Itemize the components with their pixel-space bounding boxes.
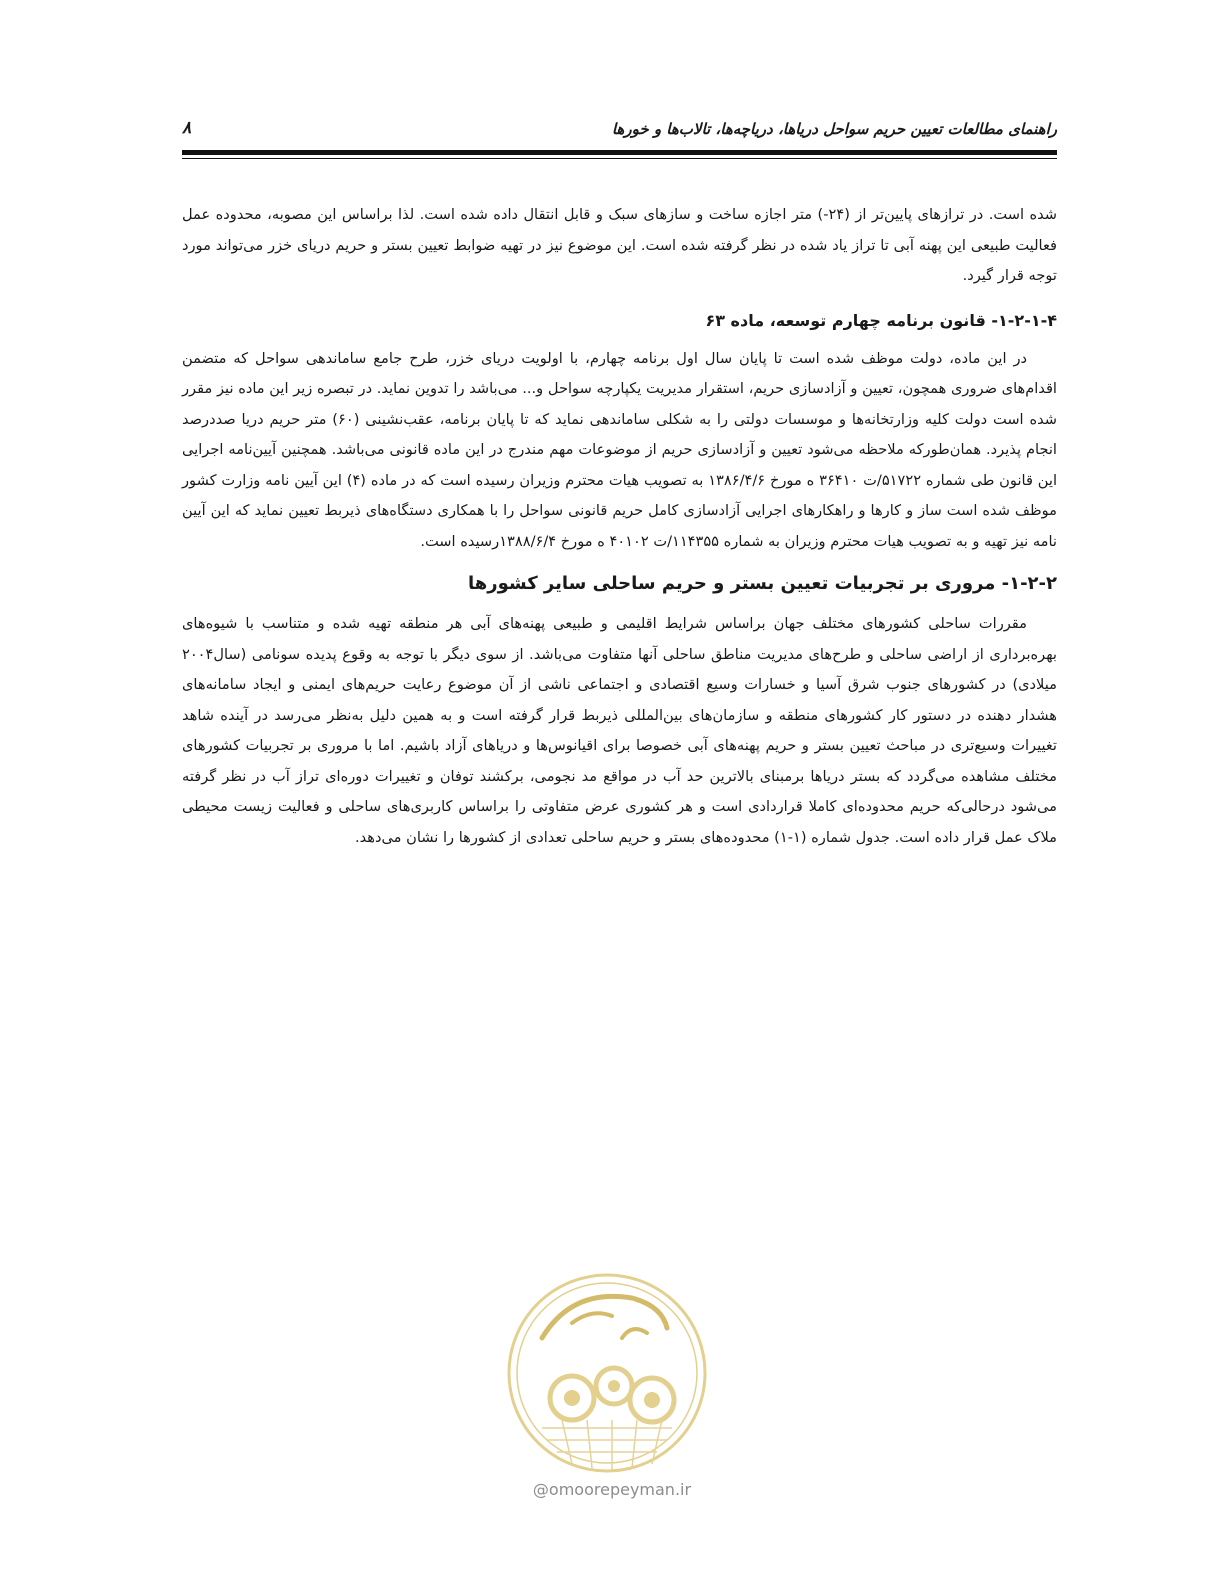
paragraph-1: شده است. در ترازهای پایین‌تر از (۲۴-) متر اجازه ساخت و سازهای سبک و قابل انتقال داده شده است. لذا براساس این مصوبه، محدوده عمل فعالیت طبیعی این پهنه آبی تا تراز یاد شده در نظر گرفته شده است. این موضوع نیز در تهیه ضوابط تعیین بستر و حریم دریای خزر می‌تواند مورد توجه قرار گیرد. xyxy=(182,206,1057,284)
section-heading-4: ۱-۲-۱-۴- قانون برنامه چهارم توسعه، ماده ۶۳ xyxy=(705,310,1057,330)
paragraph-2: در این ماده، دولت موظف شده است تا پایان سال اول برنامه چهارم، با اولویت دریای خزر، طرح جامع ساماندهی سواحل که متضمن اقدام‌های ضروری همچون، تعیین و آزادسازی حریم، استقرار مدیریت یکپارچه سواحل و... می‌باشد را تدوین نماید. در تبصره زیر این ماده نیز مقرر شده است دولت کلیه وزارتخانه‌ها و موسسات دولتی را به شکلی ساماندهی نماید که تا پایان برنامه، عقب‌نشینی (۶۰) متر حریم دریا صددرصد انجام پذیرد. همان‌طورکه ملاحظه می‌شود تعیین و آزادسازی حریم از موضوعات مهم مندرج در این ماده قانونی می‌باشد. همچنین آیین‌نامه اجرایی این قانون طی شماره ۵۱۷۲۲/ت ۳۶۴۱۰ ه مورخ ۱۳۸۶/۴/۶ به تصویب هیات محترم وزیران رسیده است که در ماده (۴) این آیین نامه وزارت کشور موظف شده است ساز و کارها و راهکارهای اجرایی آزادسازی کامل حریم قانونی سواحل را با همکاری دستگاه‌های ذیربط تعیین نماید که این آیین نامه نیز تهیه و به تصویب هیات محترم وزیران به شماره ۱۱۴۳۵۵/ت ۴۰۱۰۲ ه مورخ ۱۳۸۸/۶/۴رسیده است. xyxy=(182,349,1058,550)
header-rule-thick xyxy=(182,150,1057,155)
paragraph-3: مقررات ساحلی کشورهای مختلف جهان براساس شرایط اقلیمی و طبیعی پهنه‌های آبی هر منطقه تهیه شده و متناسب با شیوه‌های بهره‌برداری از اراضی ساحلی و طرح‌های مدیریت مناطق ساحلی آنها متفاوت می‌باشد. از سوی دیگر با توجه به وقوع پدیده سونامی (سال۲۰۰۴ میلادی) در کشورهای جنوب شرق آسیا و خسارات وسیع اقتصادی و اجتماعی ناشی از آن موضوع رعایت حریم‌های ایمنی و ایجاد سامانه‌های هشدار دهنده در دستور کار کشورهای منطقه و سازمان‌های بین‌المللی ذیربط قرار گرفته است و به همین دلیل به‌نظر می‌رسد در آینده شاهد تغییرات وسیع‌تری در مباحث تعیین بستر و حریم پهنه‌های آبی خصوصا برای اقیانوس‌ها و دریاهای آزاد باشیم. اما با مروری بر تجربیات کشورهای مختلف مشاهده می‌گردد که بستر دریاها برمبنای بالاترین حد آب در مواقع مد نجومی، برکشند توفان و تغییرات دوره‌ای تراز آب در نظر گرفته می‌شود درحالی‌که حریم محدوده‌ای کاملا قراردادی است و هر کشوری عرض متفاوتی را براساس کاربری‌های ساحلی و فعالیت زیست محیطی ملاک عمل قرار داده است. جدول شماره (۱-۱) محدوده‌های بستر و حریم ساحلی تعدادی از کشورها را نشان می‌دهد. xyxy=(182,615,1057,846)
page-header xyxy=(182,118,1057,148)
seal-icon xyxy=(502,1268,712,1478)
page-content xyxy=(182,200,1057,853)
watermark-url: @omoorepeyman.ir xyxy=(532,1480,692,1499)
watermark-logo xyxy=(502,1268,712,1478)
section-heading-2: ۱-۲-۲- مروری بر تجربیات تعیین بستر و حریم ساحلی سایر کشورها xyxy=(467,573,1057,594)
page-number: ۸ xyxy=(182,118,192,138)
header-rule-thin xyxy=(182,158,1057,159)
running-title: راهنمای مطالعات تعیین حریم سواحل دریاها، دریاچه‌ها، تالاب‌ها و خورها xyxy=(611,120,1057,138)
